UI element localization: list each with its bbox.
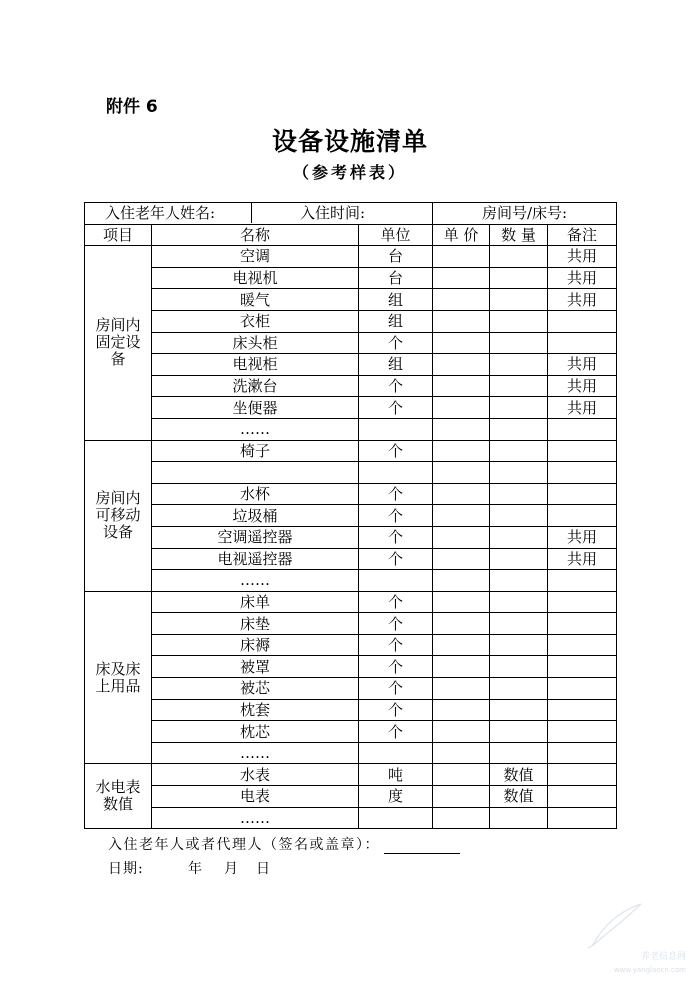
- item-quantity: [490, 699, 548, 721]
- item-price: [433, 742, 490, 764]
- table-row: [85, 699, 617, 721]
- item-unit: 吨: [359, 764, 433, 786]
- date-label: 日期:: [108, 861, 144, 877]
- signature-label: 入住老年人或者代理人（签名或盖章）：: [108, 837, 380, 853]
- item-note: [548, 656, 617, 678]
- item-price: [433, 310, 490, 332]
- item-quantity: [490, 332, 548, 354]
- item-unit: 个: [359, 483, 433, 505]
- table-row: [85, 332, 617, 354]
- table-row: [85, 613, 617, 635]
- item-note: 共用: [548, 375, 617, 397]
- item-name: 垃圾桶: [152, 505, 359, 527]
- item-quantity: [490, 807, 548, 829]
- info-row: [85, 203, 617, 225]
- item-quantity: [490, 505, 548, 527]
- item-price: [433, 570, 490, 592]
- item-name: 床垫: [152, 613, 359, 635]
- item-unit: 个: [359, 440, 433, 462]
- table-row: [85, 418, 617, 440]
- item-quantity: [490, 548, 548, 570]
- table-row: [85, 483, 617, 505]
- attachment-label: 附件 6: [106, 97, 158, 117]
- item-unit: 组: [359, 310, 433, 332]
- item-unit: 个: [359, 656, 433, 678]
- item-price: [433, 462, 490, 484]
- watermark-site-name: 养老信息网: [640, 952, 686, 962]
- item-note: [548, 634, 617, 656]
- item-name: 洗漱台: [152, 375, 359, 397]
- table-row: [85, 807, 617, 829]
- table-row: [85, 656, 617, 678]
- item-note: [548, 483, 617, 505]
- item-note: [548, 570, 617, 592]
- item-quantity: [490, 354, 548, 376]
- item-quantity: [490, 526, 548, 548]
- item-unit: 个: [359, 591, 433, 613]
- table-row: [85, 462, 617, 484]
- room-number-label: 房间号/床号:: [433, 203, 617, 225]
- item-quantity: 数值: [490, 786, 548, 808]
- item-quantity: [490, 634, 548, 656]
- signature-blank: [384, 839, 460, 854]
- item-price: [433, 397, 490, 419]
- item-unit: [359, 807, 433, 829]
- date-year: 年: [188, 861, 203, 877]
- item-price: [433, 267, 490, 289]
- header-row: [85, 224, 617, 246]
- date-day: 日: [256, 861, 271, 877]
- item-unit: [359, 418, 433, 440]
- header-price: 单 价: [433, 224, 490, 246]
- resident-name-label: 入住老年人姓名:: [105, 204, 216, 223]
- item-name: 椅子: [152, 440, 359, 462]
- table-row: [85, 742, 617, 764]
- item-note: [548, 591, 617, 613]
- item-name: 坐便器: [152, 397, 359, 419]
- item-name: ……: [152, 807, 359, 829]
- table-row: [85, 764, 617, 786]
- item-quantity: [490, 397, 548, 419]
- item-unit: 个: [359, 505, 433, 527]
- table-row: [85, 526, 617, 548]
- group-label: 水电表数值: [85, 764, 152, 829]
- header-note: 备注: [548, 224, 617, 246]
- item-name: 空调: [152, 246, 359, 268]
- item-price: [433, 526, 490, 548]
- item-unit: 组: [359, 354, 433, 376]
- table-row: [85, 786, 617, 808]
- group-label: 房间内可移动设备: [85, 440, 152, 591]
- header-unit: 单位: [359, 224, 433, 246]
- item-quantity: [490, 375, 548, 397]
- item-name: 电视机: [152, 267, 359, 289]
- item-quantity: [490, 267, 548, 289]
- item-note: [548, 678, 617, 700]
- header-name: 名称: [152, 224, 359, 246]
- item-price: [433, 699, 490, 721]
- table-row: [85, 721, 617, 743]
- item-unit: 个: [359, 332, 433, 354]
- item-price: [433, 332, 490, 354]
- document-title: 设备设施清单: [271, 127, 428, 156]
- item-note: [548, 807, 617, 829]
- watermark-url: www.yanglaocn.com: [613, 966, 686, 974]
- item-name: [152, 462, 359, 484]
- item-unit: 个: [359, 548, 433, 570]
- item-unit: 个: [359, 613, 433, 635]
- item-note: 共用: [548, 397, 617, 419]
- item-price: [433, 246, 490, 268]
- item-note: [548, 721, 617, 743]
- item-price: [433, 613, 490, 635]
- item-quantity: [490, 570, 548, 592]
- item-unit: [359, 462, 433, 484]
- group-label: 房间内固定设备: [85, 246, 152, 440]
- item-unit: 个: [359, 721, 433, 743]
- item-note: 共用: [548, 354, 617, 376]
- item-price: [433, 591, 490, 613]
- item-note: [548, 332, 617, 354]
- quill-watermark-icon: [586, 900, 646, 950]
- info-cell: [85, 203, 433, 225]
- item-name: 水表: [152, 764, 359, 786]
- header-quantity: 数 量: [490, 224, 548, 246]
- item-quantity: [490, 246, 548, 268]
- table-row: [85, 375, 617, 397]
- item-note: [548, 786, 617, 808]
- item-note: [548, 613, 617, 635]
- item-note: 共用: [548, 548, 617, 570]
- item-note: [548, 764, 617, 786]
- item-name: 电视遥控器: [152, 548, 359, 570]
- item-name: 暖气: [152, 289, 359, 311]
- item-quantity: [490, 440, 548, 462]
- item-name: 枕套: [152, 699, 359, 721]
- item-price: [433, 354, 490, 376]
- item-name: 床头柜: [152, 332, 359, 354]
- item-price: [433, 548, 490, 570]
- item-unit: 个: [359, 526, 433, 548]
- item-note: 共用: [548, 267, 617, 289]
- item-unit: [359, 742, 433, 764]
- item-name: 电表: [152, 786, 359, 808]
- item-name: 空调遥控器: [152, 526, 359, 548]
- table-row: [85, 440, 617, 462]
- item-name: ……: [152, 570, 359, 592]
- item-unit: 度: [359, 786, 433, 808]
- item-note: [548, 462, 617, 484]
- table-row: [85, 310, 617, 332]
- item-quantity: [490, 678, 548, 700]
- item-unit: 个: [359, 397, 433, 419]
- date-line: [108, 858, 271, 878]
- table-row: [85, 354, 617, 376]
- table-row: [85, 246, 617, 268]
- item-quantity: [490, 462, 548, 484]
- item-price: [433, 440, 490, 462]
- date-month: 月: [224, 861, 239, 877]
- item-unit: 台: [359, 267, 433, 289]
- item-unit: 台: [359, 246, 433, 268]
- item-unit: 个: [359, 678, 433, 700]
- item-unit: [359, 570, 433, 592]
- item-quantity: [490, 591, 548, 613]
- item-unit: 组: [359, 289, 433, 311]
- watermark: [576, 900, 686, 980]
- item-quantity: [490, 656, 548, 678]
- item-price: [433, 483, 490, 505]
- item-note: [548, 699, 617, 721]
- checkin-time-label: 入住时间:: [251, 203, 431, 223]
- header-item: 项目: [85, 224, 152, 246]
- item-name: 枕芯: [152, 721, 359, 743]
- equipment-table: [84, 202, 617, 829]
- table-row: [85, 678, 617, 700]
- table-row: [85, 570, 617, 592]
- item-price: [433, 721, 490, 743]
- item-unit: 个: [359, 634, 433, 656]
- table-row: [85, 267, 617, 289]
- table-row: [85, 591, 617, 613]
- item-quantity: [490, 721, 548, 743]
- item-quantity: [490, 289, 548, 311]
- item-price: [433, 418, 490, 440]
- item-note: [548, 440, 617, 462]
- table-row: [85, 548, 617, 570]
- item-name: ……: [152, 418, 359, 440]
- item-note: 共用: [548, 289, 617, 311]
- item-price: [433, 786, 490, 808]
- item-name: 床单: [152, 591, 359, 613]
- signature-line: [108, 834, 460, 854]
- item-price: [433, 764, 490, 786]
- item-price: [433, 375, 490, 397]
- item-quantity: [490, 483, 548, 505]
- table-row: [85, 505, 617, 527]
- document-subtitle: （参考样表）: [292, 163, 407, 182]
- item-price: [433, 289, 490, 311]
- item-note: [548, 418, 617, 440]
- item-name: 床褥: [152, 634, 359, 656]
- item-name: 衣柜: [152, 310, 359, 332]
- item-price: [433, 807, 490, 829]
- item-name: 水杯: [152, 483, 359, 505]
- item-note: [548, 505, 617, 527]
- table-row: [85, 289, 617, 311]
- item-quantity: [490, 418, 548, 440]
- item-name: 电视柜: [152, 354, 359, 376]
- item-quantity: 数值: [490, 764, 548, 786]
- table-row: [85, 397, 617, 419]
- item-name: 被罩: [152, 656, 359, 678]
- item-name: 被芯: [152, 678, 359, 700]
- item-unit: 个: [359, 699, 433, 721]
- group-label: 床及床上用品: [85, 591, 152, 764]
- item-price: [433, 678, 490, 700]
- item-quantity: [490, 310, 548, 332]
- item-quantity: [490, 742, 548, 764]
- item-unit: 个: [359, 375, 433, 397]
- item-name: ……: [152, 742, 359, 764]
- item-note: 共用: [548, 246, 617, 268]
- item-note: [548, 742, 617, 764]
- item-note: 共用: [548, 526, 617, 548]
- item-price: [433, 634, 490, 656]
- item-price: [433, 656, 490, 678]
- item-note: [548, 310, 617, 332]
- item-quantity: [490, 613, 548, 635]
- item-price: [433, 505, 490, 527]
- table-row: [85, 634, 617, 656]
